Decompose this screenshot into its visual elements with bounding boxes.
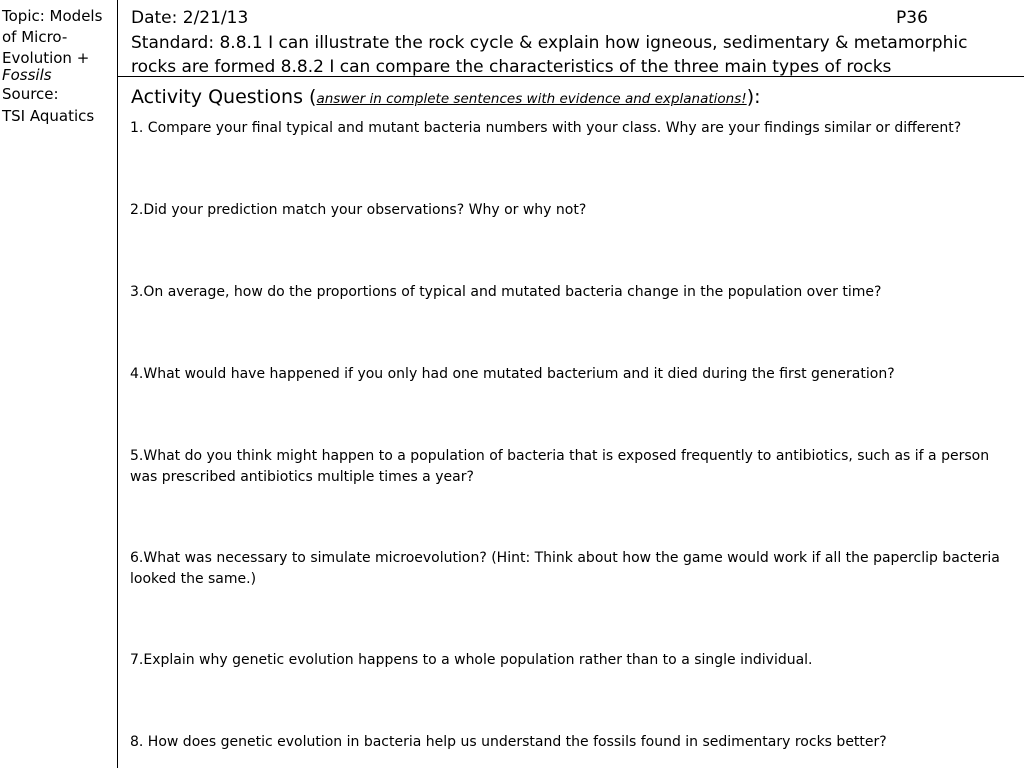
question-6: 6.What was necessary to simulate microevolution? (Hint: Think about how the game would work if all the paperclip bacteria looked the same.) — [130, 550, 1000, 587]
question-5: 5.What do you think might happen to a population of bacteria that is exposed frequently to antibiotics, such as if a person was prescribed antibiotics multiple times a year? — [130, 448, 990, 485]
standard-line-2: rocks are formed 8.8.2 I can compare the characteristics of the three main types of rocks — [131, 57, 892, 77]
topic-line-2: of Micro- — [2, 28, 68, 46]
page-number: P36 — [896, 8, 928, 28]
question-2: 2.Did your prediction match your observations? Why or why not? — [130, 202, 587, 218]
question-3: 3.On average, how do the proportions of typical and mutated bacteria change in the population over time? — [130, 284, 882, 300]
topic-line-1: Topic: Models — [2, 7, 103, 25]
activity-note: answer in complete sentences with evidence and explanations! — [316, 91, 747, 107]
topic-line-4: Fossils — [2, 66, 52, 84]
question-4: 4.What would have happened if you only had one mutated bacterium and it died during the first generation? — [130, 366, 895, 382]
standard-text — [131, 31, 1011, 79]
question-1: 1. Compare your final typical and mutant bacteria numbers with your class. Why are your findings similar or different? — [130, 120, 962, 136]
source-label: Source: — [2, 85, 59, 103]
topic-block — [2, 6, 120, 127]
question-8: 8. How does genetic evolution in bacteria help us understand the fossils found in sedimentary rocks better? — [130, 734, 887, 750]
activity-suffix: ): — [746, 86, 761, 108]
activity-title: Activity Questions ( — [131, 86, 317, 108]
sidebar — [0, 0, 118, 768]
activity-heading — [131, 84, 761, 112]
standard-line-1: Standard: 8.8.1 I can illustrate the rock cycle & explain how igneous, sedimentary & metamorphic — [131, 33, 968, 53]
source-value: TSI Aquatics — [2, 107, 95, 125]
question-7: 7.Explain why genetic evolution happens to a whole population rather than to a single individual. — [130, 652, 813, 668]
date-label: Date: 2/21/13 — [131, 8, 249, 28]
topic-line-3: Evolution + — [2, 49, 90, 67]
